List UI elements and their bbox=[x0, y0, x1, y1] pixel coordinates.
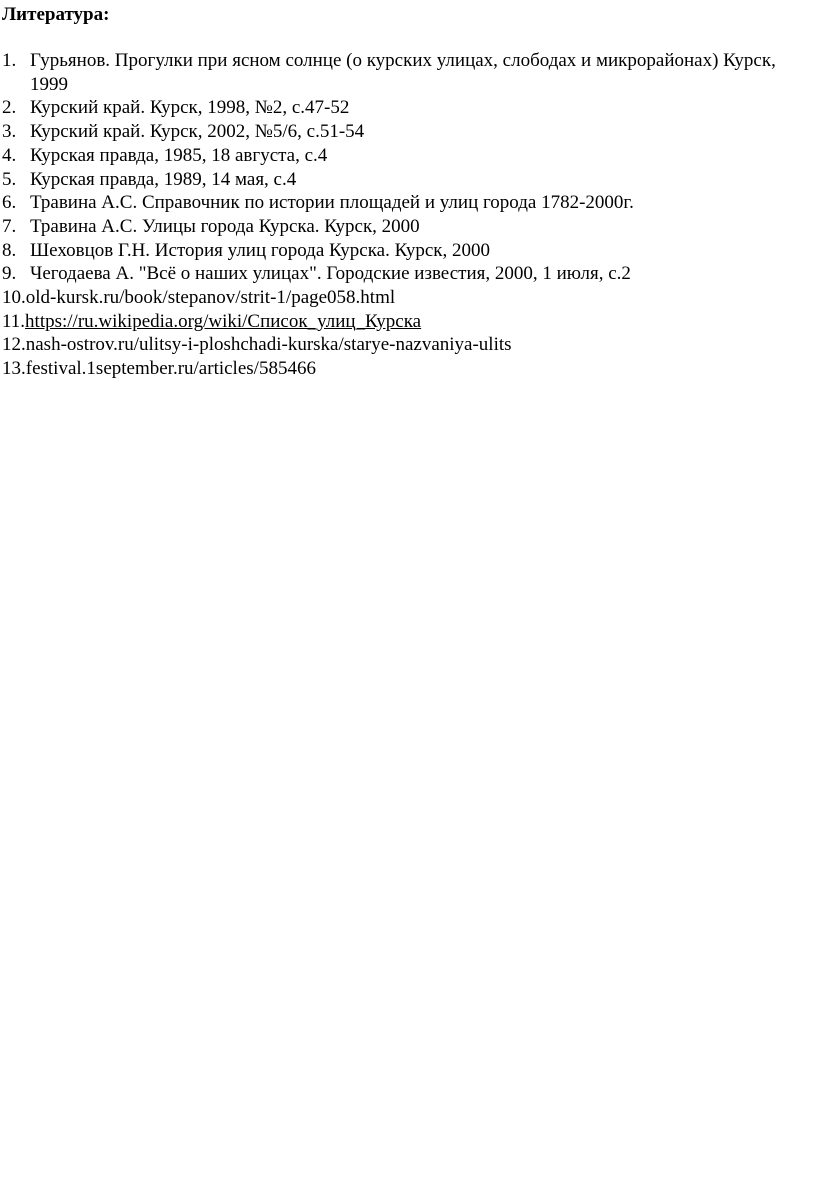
list-item-number: 8. bbox=[2, 239, 17, 261]
list-item-number: 2. bbox=[2, 97, 17, 119]
list-item-text: Травина А.С. Улицы города Курска. Курск, 2000 bbox=[30, 215, 420, 237]
list-item bbox=[0, 357, 780, 381]
list-item bbox=[0, 120, 780, 144]
page-title: Литература: bbox=[2, 4, 110, 25]
list-item bbox=[0, 168, 780, 192]
list-item bbox=[0, 191, 780, 215]
list-item-text: Курский край. Курск, 2002, №5/6, с.51-54 bbox=[30, 121, 365, 143]
list-item bbox=[0, 96, 780, 120]
list-item bbox=[0, 262, 780, 286]
reference-list bbox=[0, 49, 780, 381]
list-item-number: 7. bbox=[2, 215, 17, 237]
list-item-number: 4. bbox=[2, 144, 17, 166]
list-item-text: old-kursk.ru/book/stepanov/strit-1/page058.html bbox=[25, 287, 396, 309]
list-item-number: 10. bbox=[2, 287, 26, 309]
list-item-text: nash-ostrov.ru/ulitsy-i-ploshchadi-kurska/starye-nazvaniya-ulits bbox=[25, 334, 512, 356]
list-item-text: Шеховцов Г.Н. История улиц города Курска. Курск, 2000 bbox=[30, 239, 490, 261]
list-item-text: Курская правда, 1989, 14 мая, с.4 bbox=[30, 168, 297, 190]
list-item bbox=[0, 49, 780, 96]
list-item bbox=[0, 144, 780, 168]
list-item bbox=[0, 333, 780, 357]
list-item-number: 6. bbox=[2, 192, 17, 214]
list-item-text: Чегодаева А. "Всё о наших улицах". Городские известия, 2000, 1 июля, с.2 bbox=[30, 263, 631, 285]
list-item-number: 11. bbox=[2, 310, 26, 332]
list-item bbox=[0, 215, 780, 239]
list-item-number: 5. bbox=[2, 168, 17, 190]
wikipedia-link[interactable]: https://ru.wikipedia.org/wiki/Список_улиц_Курска bbox=[25, 310, 422, 332]
list-item bbox=[0, 239, 780, 263]
list-item bbox=[0, 286, 780, 310]
list-item-text: Курский край. Курск, 1998, №2, с.47-52 bbox=[30, 97, 350, 119]
list-item-number: 13. bbox=[2, 358, 26, 380]
list-item-number: 12. bbox=[2, 334, 26, 356]
list-item-number: 9. bbox=[2, 263, 17, 285]
list-item-text: Травина А.С. Справочник по истории площадей и улиц города 1782-2000г. bbox=[30, 192, 634, 214]
list-item-number: 3. bbox=[2, 121, 17, 143]
list-item-text: Гурьянов. Прогулки при ясном солнце (о курских улицах, слободах и микрорайонах) Курск, 1999 bbox=[30, 50, 776, 95]
list-item-number: 1. bbox=[2, 50, 17, 71]
list-item-text: Курская правда, 1985, 18 августа, с.4 bbox=[30, 144, 328, 166]
list-item bbox=[0, 310, 780, 334]
list-item-text: festival.1september.ru/articles/585466 bbox=[25, 358, 316, 380]
